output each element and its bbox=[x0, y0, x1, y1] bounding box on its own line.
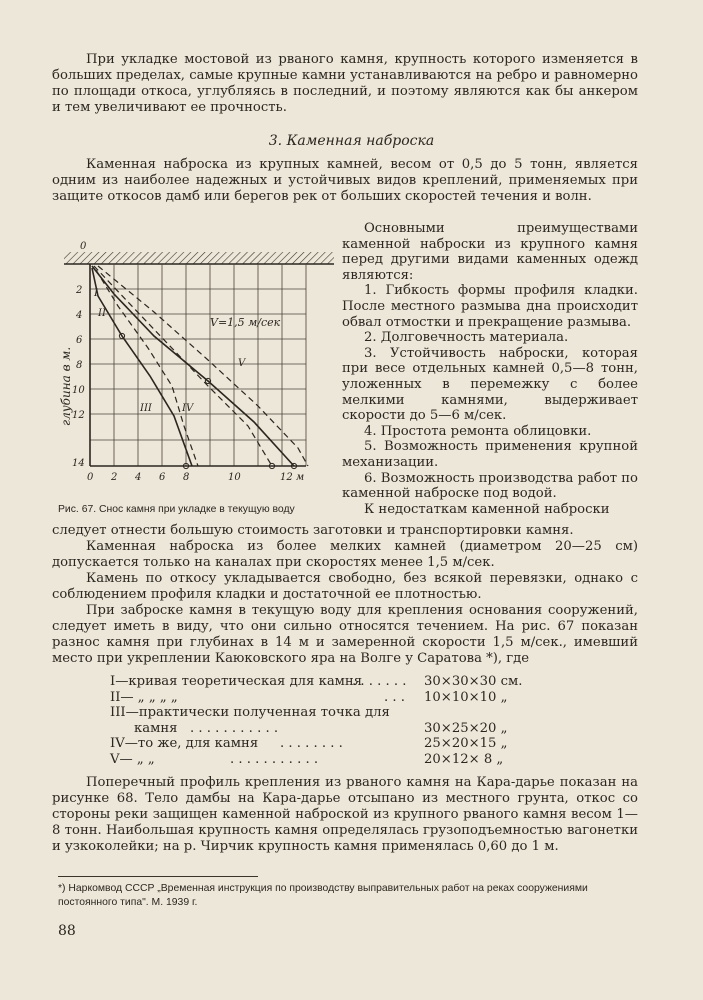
curve-III bbox=[96, 270, 198, 466]
curve-label-II: II bbox=[98, 308, 106, 319]
y-tick-6: 6 bbox=[76, 335, 83, 346]
paragraph-small-stones: Каменная наброска из более мелких камней (диаметром 20—25 см) допускается только на каналах при скоростях менее 1,5 м/сек. bbox=[52, 539, 638, 570]
curve-label-V: V bbox=[238, 358, 246, 369]
stone-drift-chart bbox=[58, 236, 340, 504]
page-number: 88 bbox=[58, 923, 76, 939]
y-tick-12: 12 bbox=[72, 410, 85, 421]
advantage-4: 4. Простота ремонта облицовки. bbox=[364, 423, 592, 439]
legend-row-III-cont: камня . . . . . . . . . . . 30×25×20 „ bbox=[134, 720, 508, 736]
advantages-column bbox=[342, 221, 638, 517]
paragraph-intro: При укладке мостовой из рваного камня, крупность которого изменяется в больших пределах, самые крупные камни устанавливаются на ребро и равномерно по площади откоса, углубляясь в последний, и поэтому являются как бы анкером и тем увеличивают ее прочность. bbox=[52, 52, 638, 115]
footnote-rule bbox=[58, 876, 258, 877]
legend-row-III: III—практически полученная точка для bbox=[110, 705, 390, 721]
x-tick-8: 8 bbox=[183, 472, 190, 483]
paragraph-slope-laying: Камень по откосу укладывается свободно, без всякой перевязки, однако с соблюдением профиля кладки и достаточной ее плотностью. bbox=[52, 571, 638, 602]
advantage-2: 2. Долговечность материала. bbox=[364, 330, 569, 346]
y-tick-0: 0 bbox=[80, 241, 87, 252]
legend-row-IV: IV—то же, для камня . . . . . . . . 25×20×15 „ bbox=[110, 736, 508, 752]
y-axis-label: глубина в м. bbox=[59, 346, 73, 426]
legend-row-I: I—кривая теоретическая для камня . . . . . . . 30×30×30 см. bbox=[110, 674, 523, 689]
x-tick-labels bbox=[87, 472, 304, 483]
y-tick-labels bbox=[72, 241, 87, 469]
curve-legend bbox=[110, 674, 630, 768]
disadvantages-lead: К недостаткам каменной наброски bbox=[364, 501, 610, 517]
x-tick-10: 10 bbox=[228, 472, 241, 483]
disadvantages-continued: следует отнести большую стоимость заготовки и транспортировки камня. bbox=[52, 523, 574, 538]
advantage-3: 3. Устойчивость наброски, которая при весе отдельных камней 0,5—8 тонн, уложенных в перемежку с более мелкими камнями, выдерживает скорости до 5—6 м/сек. bbox=[342, 345, 638, 424]
y-tick-8: 8 bbox=[76, 360, 83, 371]
figure-67 bbox=[58, 236, 340, 504]
paragraph-advantages: Основными преимуществами каменной наброски из крупного камня перед другими видами каменных одежд являются: bbox=[342, 221, 638, 283]
advantage-1: 1. Гибкость формы профиля кладки. После местного размыва дна происходит обвал отмостки и прекращение размыва. bbox=[342, 283, 638, 330]
x-tick-0: 0 bbox=[87, 472, 94, 483]
curve-I bbox=[92, 268, 192, 466]
grid bbox=[90, 264, 306, 466]
x-tick-2: 2 bbox=[111, 472, 118, 483]
section-heading: 3. Каменная наброска bbox=[268, 133, 435, 149]
velocity-label: V=1,5 м/сек bbox=[210, 316, 281, 329]
y-tick-10: 10 bbox=[72, 385, 85, 396]
footnote: *) Наркомвод СССР „Временная инструкция по производству выправительных работ на реках сооружениями постоянного типа". М. 1939 г. bbox=[58, 883, 588, 908]
advantage-5: 5. Возможность применения крупной механизации. bbox=[342, 439, 638, 470]
x-tick-12: 12 м bbox=[280, 472, 305, 483]
y-tick-2: 2 bbox=[76, 285, 83, 296]
legend-row-V: V— „ „ . . . . . . . . . . . 20×12× 8 „ bbox=[110, 751, 504, 767]
paragraph-stone-fill: Каменная наброска из крупных камней, весом от 0,5 до 5 тонн, является одним из наиболее надежных и устойчивых видов креплений, применяемых при защите откосов дамб или берегов рек от больших скоростей течения и волн. bbox=[52, 157, 638, 204]
bank-hatching bbox=[64, 252, 334, 264]
figure-caption: Рис. 67. Снос камня при укладке в текущую воду bbox=[58, 504, 295, 515]
advantage-6: 6. Возможность производства работ по каменной наброске под водой. bbox=[342, 470, 638, 502]
x-tick-4: 4 bbox=[135, 472, 142, 483]
y-tick-4: 4 bbox=[76, 310, 83, 321]
paragraph-kara-darya: Поперечный профиль крепления из рваного камня на Кара-дарье показан на рисунке 68. Тело дамбы на Кара-дарье отсыпано из местного грунта, откос со стороны реки защищен каменной наброской из крупного рваного камня весом 1—8 тонн. Наибольшая крупность камня определялась грузоподъемностью вагонетки и узкоколейки; на р. Чирчик крупность камня применялась 0,60 до 1 м. bbox=[52, 775, 638, 854]
curve-label-III: III bbox=[140, 403, 152, 414]
curve-label-I: I bbox=[94, 288, 98, 299]
y-tick-14: 14 bbox=[72, 458, 85, 469]
curve-IV bbox=[94, 266, 272, 466]
x-tick-6: 6 bbox=[159, 472, 166, 483]
paragraph-current-drift: При заброске камня в текущую воду для крепления основания сооружений, следует иметь в виду, что они сильно относятся течением. На рис. 67 показан разнос камня при глубинах в 14 м и замеренной скорости 1,5 м/сек., имевший место при укреплении Каюковского яра на Волге у Саратова *), где bbox=[52, 603, 638, 666]
curve-label-IV: IV bbox=[182, 403, 194, 414]
legend-row-II: II— „ „ „ „ . . . 10×10×10 „ bbox=[110, 689, 508, 705]
curve-V bbox=[98, 266, 308, 466]
